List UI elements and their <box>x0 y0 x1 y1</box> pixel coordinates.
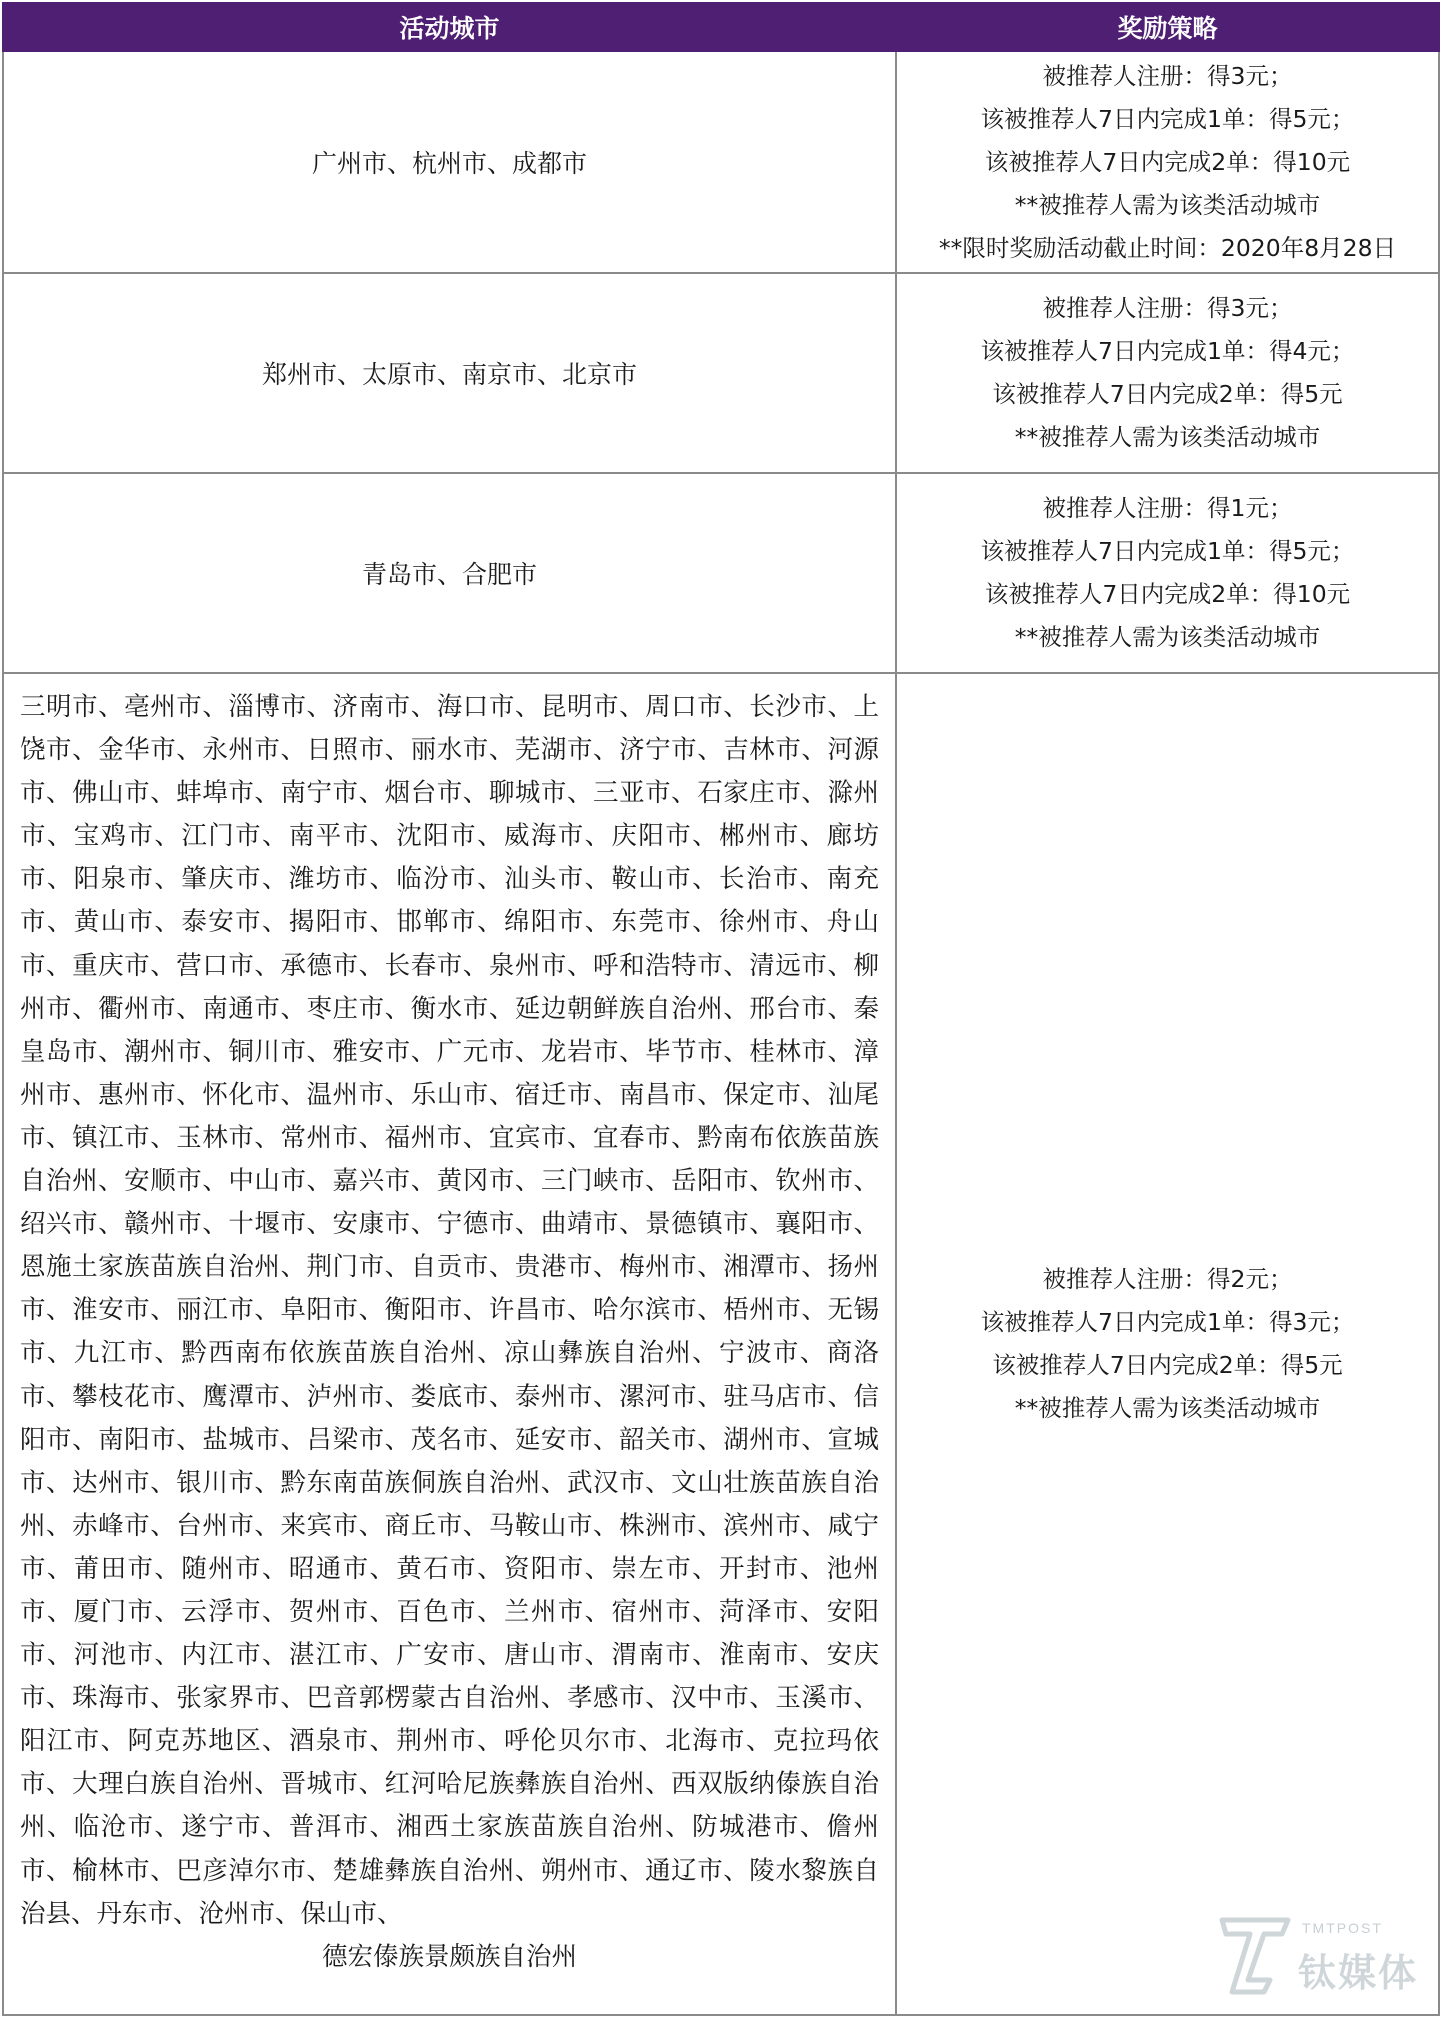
policy-line: 被推荐人注册：得3元； <box>1042 294 1293 322</box>
table-row <box>3 51 1439 273</box>
policy-line: **被推荐人需为该类活动城市 <box>1014 423 1321 451</box>
policy-cell <box>896 273 1439 473</box>
policy-line: 该被推荐人7日内完成1单：得5元； <box>980 104 1355 133</box>
table-row <box>3 673 1439 2015</box>
policy-line: 被推荐人注册：得1元； <box>1042 494 1293 522</box>
tmtpost-logo-icon <box>1218 1916 1294 1996</box>
policy-line: **被推荐人需为该类活动城市 <box>1014 1394 1321 1422</box>
policy-cell <box>896 473 1439 673</box>
policy-line: 该被推荐人7日内完成1单：得5元； <box>980 537 1355 565</box>
table-row <box>3 473 1439 673</box>
policy-cell <box>896 673 1439 2015</box>
policy-line: 该被推荐人7日内完成2单：得10元 <box>984 147 1351 176</box>
rewards-table <box>2 2 1440 2016</box>
table-row <box>3 273 1439 473</box>
policy-line: 该被推荐人7日内完成1单：得3元； <box>980 1308 1355 1336</box>
policy-line: 该被推荐人7日内完成2单：得5元 <box>992 380 1343 408</box>
policy-line: 被推荐人注册：得2元； <box>1042 1265 1293 1293</box>
policy-line: 该被推荐人7日内完成1单：得4元； <box>980 337 1355 365</box>
header-row <box>3 3 1439 51</box>
city-cell: 广州市、杭州市、成都市 <box>3 51 896 273</box>
city-cell: 郑州市、太原市、南京市、北京市 <box>3 273 896 473</box>
watermark-en: TMTPOST <box>1302 1920 1383 1936</box>
header-city: 活动城市 <box>3 3 896 51</box>
policy-line: 该被推荐人7日内完成2单：得5元 <box>992 1351 1343 1379</box>
watermark-cn: 钛媒体 <box>1298 1951 1419 1995</box>
tmtpost-watermark <box>1218 1914 1418 2000</box>
policy-line: 该被推荐人7日内完成2单：得10元 <box>984 580 1351 608</box>
city-cell: 青岛市、合肥市 <box>3 473 896 673</box>
city-cell-long <box>3 673 896 2015</box>
city-list-last: 德宏傣族景颇族自治州 <box>321 1941 577 1972</box>
policy-line: **被推荐人需为该类活动城市 <box>1014 623 1321 651</box>
policy-line: **限时奖励活动截止时间：2020年8月28日 <box>938 233 1397 262</box>
policy-cell <box>896 51 1439 273</box>
city-list: 三明市、亳州市、淄博市、济南市、海口市、昆明市、周口市、长沙市、上饶市、金华市、永州市、日照市、丽水市、芜湖市、济宁市、吉林市、河源市、佛山市、蚌埠市、南宁市、烟台市、聊城市、三亚市、石家庄市、滁州市、宝鸡市、江门市、南平市、沈阳市、威海市、庆阳市、郴州市、廊坊市、阳泉市、肇庆市、潍坊市、临汾市、汕头市、鞍山市、长治市、南充市、黄山市、泰安市、揭阳市、邯郸市、绵阳市、东莞市、徐州市、舟山市、重庆市、营口市、承德市、长春市、泉州市、呼和浩特市、清远市、柳州市、衢州市、南通市、枣庄市、衡水市、延边朝鲜族自治州、邢台市、秦皇岛市、潮州市、铜川市、雅安市、广元市、龙岩市、毕节市、桂林市、漳州市、惠州市、怀化市、温州市、乐山市、宿迁市、南昌市、保定市、汕尾市、镇江市、玉林市、常州市、福州市、宜宾市、宜春市、黔南布依族苗族自治州、安顺市、中山市、嘉兴市、黄冈市、三门峡市、岳阳市、钦州市、绍兴市、赣州市、十堰市、安康市、宁德市、曲靖市、景德镇市、襄阳市、恩施土家族苗族自治州、荆门市、自贡市、贵港市、梅州市、湘潭市、扬州市、淮安市、丽江市、阜阳市、衡阳市、许昌市、哈尔滨市、梧州市、无锡市、九江市、黔西南布依族苗族自治州、凉山彝族自治州、宁波市、商洛市、攀枝花市、鹰潭市、泸州市、娄底市、泰州市、漯河市、驻马店市、信阳市、南阳市、盐城市、吕梁市、茂名市、延安市、韶关市、湖州市、宣城市、达州市、银川市、黔东南苗族侗族自治州、武汉市、文山壮族苗族自治州、赤峰市、台州市、来宾市、商丘市、马鞍山市、株洲市、滨州市、咸宁市、莆田市、随州市、昭通市、黄石市、资阳市、崇左市、开封市、池州市、厦门市、云浮市、贺州市、百色市、兰州市、宿州市、菏泽市、安阳市、河池市、内江市、湛江市、广安市、唐山市、渭南市、淮南市、安庆市、珠海市、张家界市、巴音郭楞蒙古自治州、孝感市、汉中市、玉溪市、阳江市、阿克苏地区、酒泉市、荆州市、呼伦贝尔市、北海市、克拉玛依市、大理白族自治州、晋城市、红河哈尼族彝族自治州、西双版纳傣族自治州、临沧市、遂宁市、普洱市、湘西土家族苗族自治州、防城港市、儋州市、榆林市、巴彦淖尔市、楚雄彝族自治州、朔州市、通辽市、陵水黎族自治县、丹东市、沧州市、保山市、 <box>20 692 879 1929</box>
policy-line: 被推荐人注册：得3元； <box>1042 61 1293 90</box>
header-policy: 奖励策略 <box>896 3 1439 51</box>
policy-line: **被推荐人需为该类活动城市 <box>1014 190 1321 219</box>
